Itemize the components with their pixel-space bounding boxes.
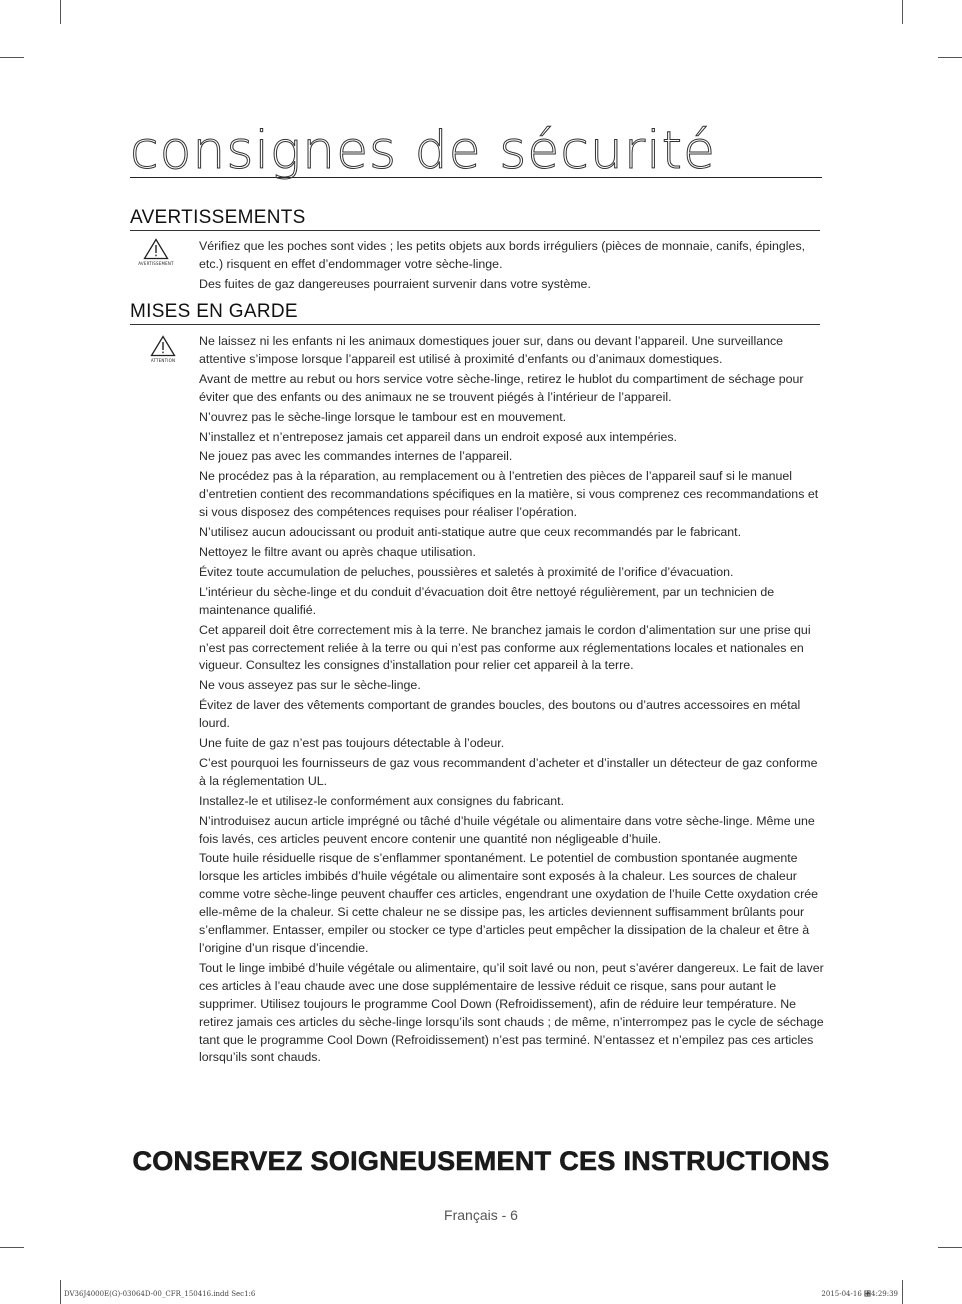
- list-item: Évitez de laver des vêtements comportant de grandes boucles, des boutons ou d’autres accessoires en métal lourd.: [199, 698, 801, 731]
- list-item: Tout le linge imbibé d’huile végétale ou alimentaire, qu’il soit lavé ou non, peut s’avérer dangereux. Le fait de laver ces articles à l’eau chaude avec une dose supplémentaire de lessive réduit ce risque, sans pour autant le supprimer. Utilisez toujours le programme Cool Down (Refroidissement), afin de réduire leur température. Ne retirez jamais ces articles du sèche-linge lorsqu’ils sont chauds ; de même, n’interrompez pas le cycle de séchage tant que le programme Cool Down (Refroidissement) n’est pas terminé. N’entassez et n’empilez pas ces articles lorsqu’ils sont chauds.: [199, 960, 824, 1065]
- crop-mark: [60, 0, 61, 24]
- cautions-heading-text: MISES EN GARDE: [130, 301, 298, 322]
- warning-triangle-icon: [136, 238, 176, 266]
- list-item: N’introduisez aucun article imprégné ou tâché d’huile végétale ou alimentaire dans votre sèche-linge. Même une fois lavés, ces articles peuvent encore contenir une quantité non négligeable d’huile.: [199, 813, 815, 846]
- list-item: Évitez toute accumulation de peluches, poussières et saletés à proximité de l’orifice d’évacuation.: [199, 564, 734, 579]
- list-item: Vérifiez que les poches sont vides ; les petits objets aux bords irréguliers (pièces de monnaie, canifs, épingles, etc.) risquent en effet d’endommager votre sèche-linge.: [199, 239, 806, 271]
- caution-icon-caption: ATTENTION: [150, 358, 176, 363]
- footer-heading: CONSERVEZ SOIGNEUSEMENT CES INSTRUCTIONS: [132, 1146, 830, 1176]
- list-item: Cet appareil doit être correctement mis à la terre. Ne branchez jamais le cordon d’alimentation sur une prise qui n’est pas correctement reliée à la terre ou qui n’est pas conforme aux réglementations locales et nationales en vigueur. Consultez les consignes d’installation pour relier cet appareil à la terre.: [199, 622, 811, 673]
- list-item: N’utilisez aucun adoucissant ou produit anti-statique autre que ceux recommandés par le fabricant.: [199, 525, 742, 540]
- list-item: Ne procédez pas à la réparation, au remplacement ou à l’entretien des pièces de l’appareil sauf si le manuel d’entretien contient des recommandations spécifiques en la matière, si vous comprenez ces recommandations et si vous disposez des compétences requises pour réaliser l’opération.: [199, 469, 819, 520]
- list-item: Toute huile résiduelle risque de s’enflammer spontanément. Le potentiel de combustion spontanée augmente lorsque les articles imbibés d’huile végétale ou alimentaire sont exposés à la chaleur. Les sources de chaleur comme votre sèche-linge peuvent chauffer ces articles, engendrant une oxydation de l’huile Cette oxydation crée elle-même de la chaleur. Si cette chaleur ne se dissipe pas, les articles deviennent suffisamment brûlants pour s’enflammer. Entasser, empiler ou stocker ce type d’articles peut empêcher la dissipation de la chaleur et être à l’origine d’un risque d’incendie.: [199, 851, 818, 955]
- list-item: Ne vous asseyez pas sur le sèche-linge.: [199, 678, 421, 693]
- list-item: Ne jouez pas avec les commandes internes de l’appareil.: [199, 449, 513, 464]
- list-item: C’est pourquoi les fournisseurs de gaz vous recommandent d’acheter et d’installer un détecteur de gaz conforme à la réglementation UL.: [199, 755, 818, 788]
- crop-mark: [938, 1247, 962, 1248]
- list-item: Nettoyez le filtre avant ou après chaque utilisation.: [199, 544, 476, 559]
- list-item: Ne laissez ni les enfants ni les animaux domestiques jouer sur, dans ou devant l’appareil. Une surveillance attentive s’impose lorsque l’appareil est utilisé à proximité d’enfants ou d’animaux domestiques.: [199, 334, 784, 366]
- page-title-text: consignes de sécurité: [130, 121, 717, 181]
- list-item: N’installez et n’entreposez jamais cet appareil dans un endroit exposé aux intempéries.: [199, 429, 677, 444]
- warnings-heading-text: AVERTISSEMENTS: [130, 207, 306, 228]
- warning-icon-caption: AVERTISSEMENT: [138, 261, 174, 266]
- print-slug-right: 2015-04-16 ⑐4:29:39: [821, 1290, 898, 1298]
- crop-mark: [60, 1280, 61, 1304]
- warnings-heading: [130, 206, 820, 231]
- list-item: Des fuites de gaz dangereuses pourraient survenir dans votre système.: [199, 276, 591, 291]
- list-item: Une fuite de gaz n’est pas toujours détectable à l’odeur.: [199, 736, 505, 751]
- crop-mark: [938, 57, 962, 58]
- list-item: N’ouvrez pas le sèche-linge lorsque le tambour est en mouvement.: [199, 409, 567, 424]
- crop-mark: [0, 1247, 24, 1248]
- crop-mark: [0, 57, 24, 58]
- caution-triangle-icon: [143, 335, 183, 363]
- list-item: L’intérieur du sèche-linge et du conduit d’évacuation doit être nettoyé régulièrement, par un technicien de maintenance qualifié.: [199, 584, 775, 617]
- print-slug-left: DV36J4000E(G)-03064D-00_CFR_150416.indd Sec1:6: [64, 1290, 256, 1298]
- page-number: Français - 6: [444, 1207, 518, 1223]
- list-item: Avant de mettre au rebut ou hors service votre sèche-linge, retirez le hublot du compartiment de séchage pour éviter que des enfants ou des animaux ne se trouvent piégés à l’intérieur de l’appareil.: [199, 371, 804, 404]
- warnings-list: [199, 238, 824, 296]
- crop-mark: [902, 1280, 903, 1304]
- list-item: Installez-le et utilisez-le conformément aux consignes du fabricant.: [199, 793, 565, 808]
- crop-mark: [902, 0, 903, 24]
- cautions-list: [199, 333, 824, 1069]
- page-title: [130, 121, 822, 181]
- cautions-heading: [130, 300, 820, 325]
